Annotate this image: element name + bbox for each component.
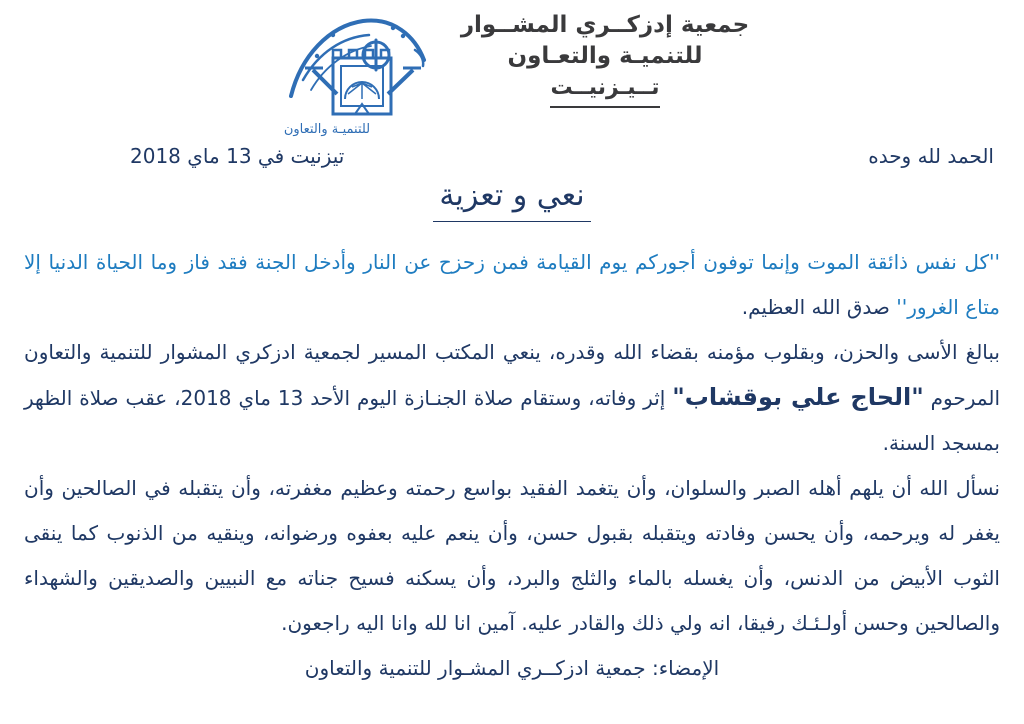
organization-name <box>461 10 749 108</box>
signature-line: الإمضاء: جمعية ادزكــري المشـوار للتنمية والتعاون <box>304 656 720 680</box>
prayer-paragraph: نسأل الله أن يلهم أهله الصبر والسلوان، وأن يتغمد الفقيد بواسع رحمته وعظيم مغفرته، وأن يتقبله في الصالحين وأن يغفر له ويرحمه، وأن يحسن وفادته ويتقبله بقبول حسن، وأن ينعم عليه بعفوه ورضوانه، وينقيه من الذنوب كما ينقى الثوب الأبيض من الدنس، وأن يغسله بالماء والثلج والبرد، وأن يسكنه فسيح جناته مع النبيين والصديقين والشهداء والصالحين وحسن أولـئـك رفيقا، انه ولي ذلك والقادر عليه. آمين انا لله وانا اليه راجعون. <box>24 476 1000 635</box>
title-row <box>0 178 1024 222</box>
quran-verse-paragraph <box>24 240 1000 330</box>
basmala-text: الحمد لله وحده <box>868 144 994 168</box>
org-name-line2: للتنميـة والتعـاون <box>507 43 703 69</box>
document-header <box>0 0 1024 136</box>
association-logo <box>275 6 451 136</box>
announcement-text-before: ببالغ الأسى والحزن، وبقلوب مؤمنه بقضاء الله وقدره، ينعي المكتب المسير لجمعية ادزكري المشوار للتنمية والتعاون المرحوم <box>24 340 1000 410</box>
quran-verse-text: ''كل نفس ذائقة الموت وإنما توفون أجوركم يوم القيامة فمن زحزح عن النار وأدخل الجنة فقد فاز وما الحياة الدنيا إلا متاع الغرور'' <box>24 250 1000 319</box>
org-name-line1: جمعية إدزكــري المشــوار <box>460 12 750 38</box>
verse-closing-text: صدق الله العظيم. <box>741 295 897 319</box>
org-name-city: تــيـزنيــت <box>461 72 749 108</box>
meta-row <box>0 144 1024 168</box>
date-line: تيزنيت في 13 ماي 2018 <box>130 144 345 168</box>
announcement-text-after: إثر وفاته، وستقام صلاة الجنـازة اليوم الأحد 13 ماي 2018، عقب صلاة الظهر بمسجد السنة. <box>24 386 1000 455</box>
document-body <box>24 240 1000 691</box>
association-logo-icon <box>275 6 451 138</box>
logo-caption: للتنميـة والتعاون <box>283 122 370 137</box>
deceased-name: "الحاج علي بوقشاب" <box>672 383 924 411</box>
page-title: نعي و تعزية <box>433 178 590 222</box>
announcement-paragraph <box>24 330 1000 466</box>
